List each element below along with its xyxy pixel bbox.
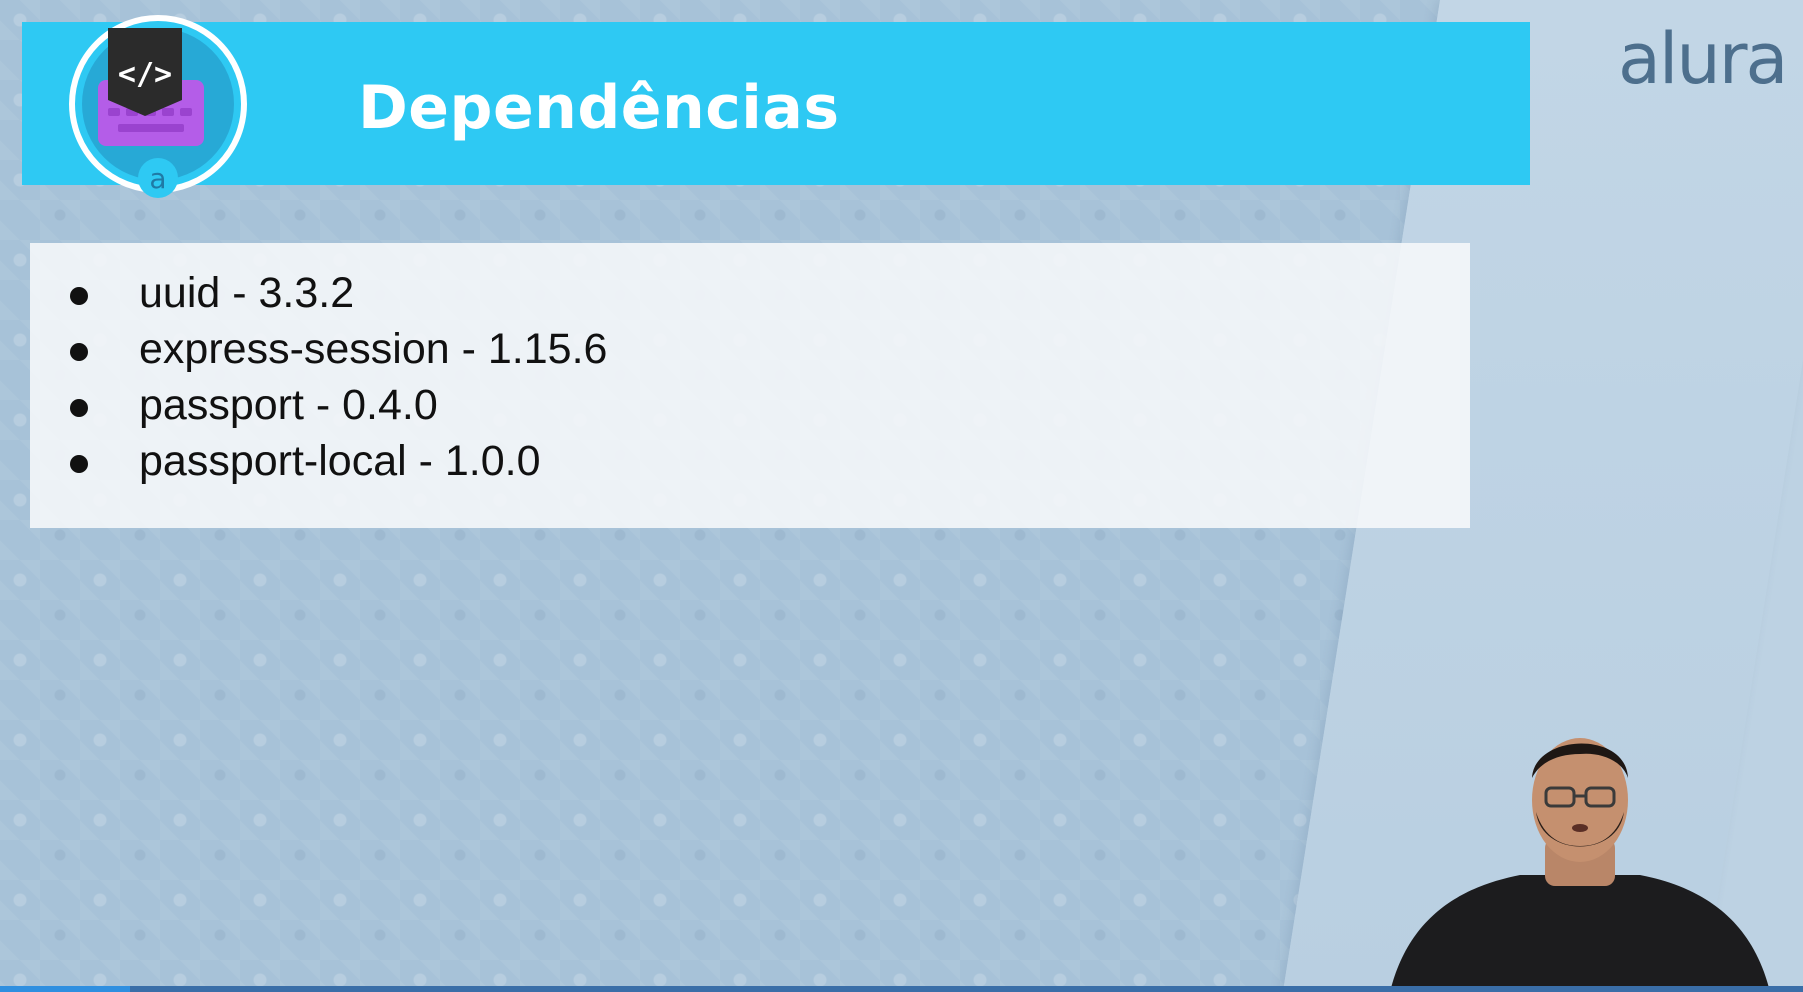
dependency-text: passport - 0.4.0 (139, 381, 438, 429)
badge-code-symbol: </> (117, 57, 173, 92)
content-box (30, 243, 1470, 528)
dependency-text: express-session - 1.15.6 (139, 325, 608, 373)
video-progress-fill (0, 986, 130, 992)
list-item (30, 377, 1470, 433)
presenter-video (1350, 720, 1803, 992)
code-keyboard-icon (62, 8, 254, 200)
brand-logo: alura (1618, 18, 1787, 100)
list-item (30, 433, 1470, 489)
dependency-list (30, 243, 1470, 489)
bullet-icon (70, 399, 88, 417)
bullet-icon (70, 455, 88, 473)
dependency-text: uuid - 3.3.2 (139, 269, 355, 317)
bullet-icon (70, 287, 88, 305)
list-item (30, 265, 1470, 321)
video-progress-track[interactable] (0, 986, 1803, 992)
dependency-text: passport-local - 1.0.0 (139, 437, 541, 485)
page-title: Dependências (358, 73, 840, 143)
badge-letter: a (149, 162, 167, 195)
list-item (30, 321, 1470, 377)
bullet-icon (70, 343, 88, 361)
